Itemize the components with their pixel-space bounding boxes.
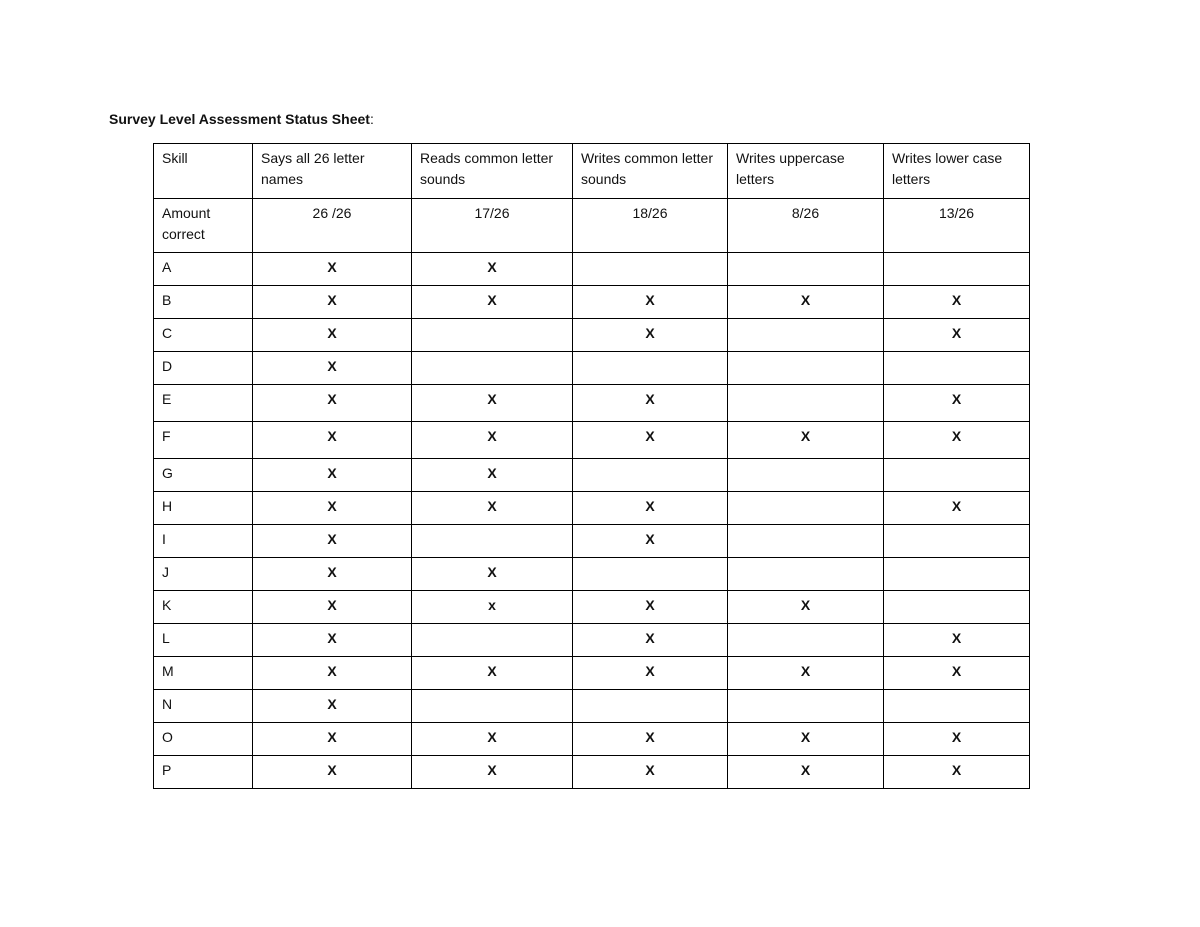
mark-cell: [253, 525, 412, 558]
mark-cell: [412, 624, 573, 657]
mark-value: X: [327, 630, 337, 646]
header-reads-sounds: Reads common letter sounds: [420, 150, 554, 187]
letter-label: K: [162, 597, 172, 613]
mark-cell: [573, 352, 728, 385]
mark-value: [412, 624, 572, 632]
letter-row: [154, 286, 1030, 319]
mark-cell: [884, 723, 1030, 756]
page-title: [109, 111, 374, 127]
mark-value: X: [487, 292, 497, 308]
mark-value: X: [800, 729, 811, 745]
mark-value: [728, 253, 883, 261]
mark-value: X: [800, 663, 811, 679]
mark-value: X: [327, 729, 337, 745]
mark-value: X: [327, 498, 337, 514]
mark-cell: [884, 286, 1030, 319]
mark-cell: [253, 492, 412, 525]
letter-label: M: [162, 663, 174, 679]
letter-cell: [154, 492, 253, 525]
mark-value: X: [645, 663, 655, 679]
mark-cell: [573, 422, 728, 459]
mark-value: X: [645, 630, 655, 646]
mark-cell: [884, 690, 1030, 723]
mark-value: [728, 459, 883, 467]
title-text: Survey Level Assessment Status Sheet: [109, 111, 370, 127]
mark-value: X: [327, 292, 337, 308]
mark-value: X: [327, 663, 337, 679]
mark-value: X: [487, 391, 497, 407]
mark-value: X: [487, 465, 497, 481]
mark-value: X: [327, 391, 337, 407]
score-cell: [412, 199, 573, 253]
mark-value: [728, 558, 883, 566]
letter-label: L: [162, 630, 170, 646]
mark-value: X: [327, 358, 337, 374]
score-cell: [884, 199, 1030, 253]
mark-cell: [884, 591, 1030, 624]
mark-cell: [573, 657, 728, 690]
mark-value: [884, 591, 1029, 599]
score-reads-sounds: 17/26: [474, 205, 510, 221]
mark-value: X: [800, 292, 811, 308]
mark-cell: [412, 459, 573, 492]
mark-value: X: [645, 762, 655, 778]
letter-row: [154, 657, 1030, 690]
mark-cell: [253, 558, 412, 591]
mark-value: X: [800, 597, 811, 613]
letter-cell: [154, 525, 253, 558]
letter-cell: [154, 690, 253, 723]
letter-cell: [154, 723, 253, 756]
header-cell: [412, 144, 573, 199]
letter-label: J: [162, 564, 169, 580]
mark-value: X: [951, 630, 962, 646]
mark-cell: [412, 525, 573, 558]
mark-cell: [253, 352, 412, 385]
mark-cell: [412, 385, 573, 422]
letter-row: [154, 253, 1030, 286]
mark-cell: [573, 690, 728, 723]
letter-cell: [154, 422, 253, 459]
mark-value: X: [951, 428, 962, 444]
mark-value: X: [645, 531, 655, 547]
letter-label: O: [162, 729, 173, 745]
mark-cell: [728, 352, 884, 385]
mark-value: X: [327, 564, 337, 580]
mark-value: X: [951, 292, 962, 308]
mark-value: X: [487, 663, 497, 679]
letter-row: [154, 558, 1030, 591]
header-lowercase: Writes lower case letters: [892, 150, 1003, 187]
letter-cell: [154, 286, 253, 319]
score-letter-names: 26 /26: [312, 205, 352, 221]
mark-value: [884, 690, 1029, 698]
title-colon: :: [369, 111, 374, 127]
mark-cell: [728, 558, 884, 591]
mark-cell: [412, 422, 573, 459]
mark-cell: [728, 591, 884, 624]
mark-cell: [253, 690, 412, 723]
mark-value: X: [951, 762, 962, 778]
mark-cell: [412, 492, 573, 525]
mark-value: X: [645, 498, 655, 514]
letter-row: [154, 319, 1030, 352]
mark-value: X: [645, 729, 655, 745]
header-cell: [884, 144, 1030, 199]
mark-value: [884, 459, 1029, 467]
letter-row: [154, 352, 1030, 385]
mark-value: X: [645, 597, 655, 613]
header-letter-names: Says all 26 letter names: [261, 150, 365, 187]
mark-cell: [884, 422, 1030, 459]
mark-cell: [412, 657, 573, 690]
letter-label: H: [162, 498, 173, 514]
header-uppercase: Writes uppercase letters: [736, 150, 845, 187]
score-lowercase: 13/26: [938, 205, 975, 221]
mark-cell: [884, 756, 1030, 789]
mark-cell: [412, 286, 573, 319]
letter-cell: [154, 624, 253, 657]
header-skill: Skill: [162, 150, 188, 166]
letter-row: [154, 459, 1030, 492]
letter-row: [154, 385, 1030, 422]
mark-value: X: [951, 729, 962, 745]
mark-cell: [412, 253, 573, 286]
letter-row: [154, 756, 1030, 789]
mark-value: [728, 624, 883, 632]
letter-cell: [154, 385, 253, 422]
letter-label: E: [162, 391, 172, 407]
letter-row: [154, 624, 1030, 657]
letter-cell: [154, 352, 253, 385]
letter-row: [154, 690, 1030, 723]
header-row: [154, 144, 1030, 199]
mark-cell: [728, 319, 884, 352]
mark-cell: [253, 723, 412, 756]
letter-cell: [154, 657, 253, 690]
mark-value: [412, 319, 572, 327]
mark-cell: [412, 690, 573, 723]
mark-cell: [253, 624, 412, 657]
letter-label: I: [162, 531, 166, 547]
mark-value: X: [951, 663, 962, 679]
letter-label: P: [162, 762, 172, 778]
score-uppercase: 8/26: [791, 205, 820, 221]
mark-value: [573, 690, 727, 698]
mark-value: [728, 319, 883, 327]
mark-value: X: [327, 696, 337, 712]
mark-value: X: [327, 428, 337, 444]
mark-value: X: [327, 325, 337, 341]
mark-value: X: [951, 498, 962, 514]
mark-value: X: [645, 428, 655, 444]
letter-row: [154, 723, 1030, 756]
mark-cell: [412, 723, 573, 756]
mark-cell: [573, 756, 728, 789]
mark-value: [728, 385, 883, 393]
mark-value: X: [327, 597, 337, 613]
mark-value: X: [800, 428, 811, 444]
score-cell: [728, 199, 884, 253]
mark-value: [884, 525, 1029, 533]
letter-label: D: [162, 358, 173, 374]
mark-value: X: [487, 428, 497, 444]
mark-value: [884, 253, 1029, 261]
amount-correct-row: [154, 199, 1030, 253]
amount-label-cell: [154, 199, 253, 253]
mark-cell: [728, 459, 884, 492]
mark-value: [412, 525, 572, 533]
mark-value: x: [488, 597, 496, 613]
mark-cell: [728, 253, 884, 286]
header-cell: [154, 144, 253, 199]
mark-value: [412, 690, 572, 698]
mark-value: X: [327, 762, 337, 778]
letter-label: A: [162, 259, 172, 275]
mark-cell: [884, 459, 1030, 492]
letter-cell: [154, 756, 253, 789]
mark-cell: [253, 286, 412, 319]
mark-value: X: [327, 259, 337, 275]
letter-label: F: [162, 428, 171, 444]
mark-value: X: [645, 325, 655, 341]
mark-cell: [573, 459, 728, 492]
mark-cell: [573, 253, 728, 286]
mark-value: [573, 253, 727, 261]
mark-cell: [728, 657, 884, 690]
mark-cell: [253, 253, 412, 286]
letter-label: G: [162, 465, 173, 481]
mark-value: [884, 558, 1029, 566]
mark-cell: [412, 352, 573, 385]
amount-label: Amount correct: [162, 205, 211, 242]
header-cell: [573, 144, 728, 199]
mark-cell: [573, 723, 728, 756]
mark-cell: [728, 385, 884, 422]
mark-cell: [884, 558, 1030, 591]
mark-cell: [728, 723, 884, 756]
header-writes-sounds: Writes common letter sounds: [581, 150, 713, 187]
mark-cell: [884, 492, 1030, 525]
mark-cell: [884, 319, 1030, 352]
mark-cell: [728, 525, 884, 558]
mark-value: X: [487, 259, 497, 275]
mark-cell: [412, 558, 573, 591]
mark-cell: [884, 352, 1030, 385]
mark-value: [573, 352, 727, 360]
mark-value: X: [951, 325, 962, 341]
mark-value: X: [327, 465, 337, 481]
score-writes-sounds: 18/26: [632, 205, 668, 221]
mark-cell: [728, 492, 884, 525]
score-cell: [573, 199, 728, 253]
letter-cell: [154, 459, 253, 492]
letter-row: [154, 525, 1030, 558]
mark-value: [573, 459, 727, 467]
mark-cell: [253, 459, 412, 492]
mark-cell: [884, 253, 1030, 286]
mark-value: X: [645, 292, 655, 308]
mark-value: X: [800, 762, 811, 778]
mark-value: [728, 492, 883, 500]
mark-cell: [253, 422, 412, 459]
mark-cell: [253, 591, 412, 624]
letter-cell: [154, 591, 253, 624]
mark-cell: [573, 624, 728, 657]
mark-cell: [253, 385, 412, 422]
mark-cell: [412, 756, 573, 789]
letter-row: [154, 492, 1030, 525]
mark-cell: [573, 385, 728, 422]
mark-cell: [412, 319, 573, 352]
mark-value: X: [487, 564, 497, 580]
mark-cell: [253, 657, 412, 690]
mark-value: [728, 690, 883, 698]
mark-value: X: [487, 762, 497, 778]
mark-value: X: [951, 391, 962, 407]
letter-cell: [154, 253, 253, 286]
mark-cell: [884, 657, 1030, 690]
mark-value: X: [487, 498, 497, 514]
mark-cell: [728, 422, 884, 459]
mark-cell: [728, 690, 884, 723]
letter-row: [154, 422, 1030, 459]
header-cell: [253, 144, 412, 199]
mark-cell: [253, 756, 412, 789]
mark-value: [728, 352, 883, 360]
letter-cell: [154, 319, 253, 352]
status-table: [153, 143, 1030, 789]
mark-cell: [573, 591, 728, 624]
mark-value: X: [645, 391, 655, 407]
mark-value: [728, 525, 883, 533]
mark-value: [573, 558, 727, 566]
mark-value: X: [487, 729, 497, 745]
score-cell: [253, 199, 412, 253]
mark-value: X: [327, 531, 337, 547]
mark-cell: [884, 385, 1030, 422]
mark-cell: [573, 558, 728, 591]
mark-cell: [728, 756, 884, 789]
letter-label: C: [162, 325, 173, 341]
mark-cell: [728, 286, 884, 319]
mark-cell: [253, 319, 412, 352]
mark-cell: [573, 525, 728, 558]
letter-cell: [154, 558, 253, 591]
mark-value: [412, 352, 572, 360]
letter-label: N: [162, 696, 173, 712]
mark-cell: [884, 525, 1030, 558]
mark-cell: [728, 624, 884, 657]
mark-value: [884, 352, 1029, 360]
mark-cell: [573, 319, 728, 352]
mark-cell: [884, 624, 1030, 657]
letter-label: B: [162, 292, 172, 308]
mark-cell: [573, 492, 728, 525]
mark-cell: [573, 286, 728, 319]
header-cell: [728, 144, 884, 199]
letter-row: [154, 591, 1030, 624]
mark-cell: [412, 591, 573, 624]
